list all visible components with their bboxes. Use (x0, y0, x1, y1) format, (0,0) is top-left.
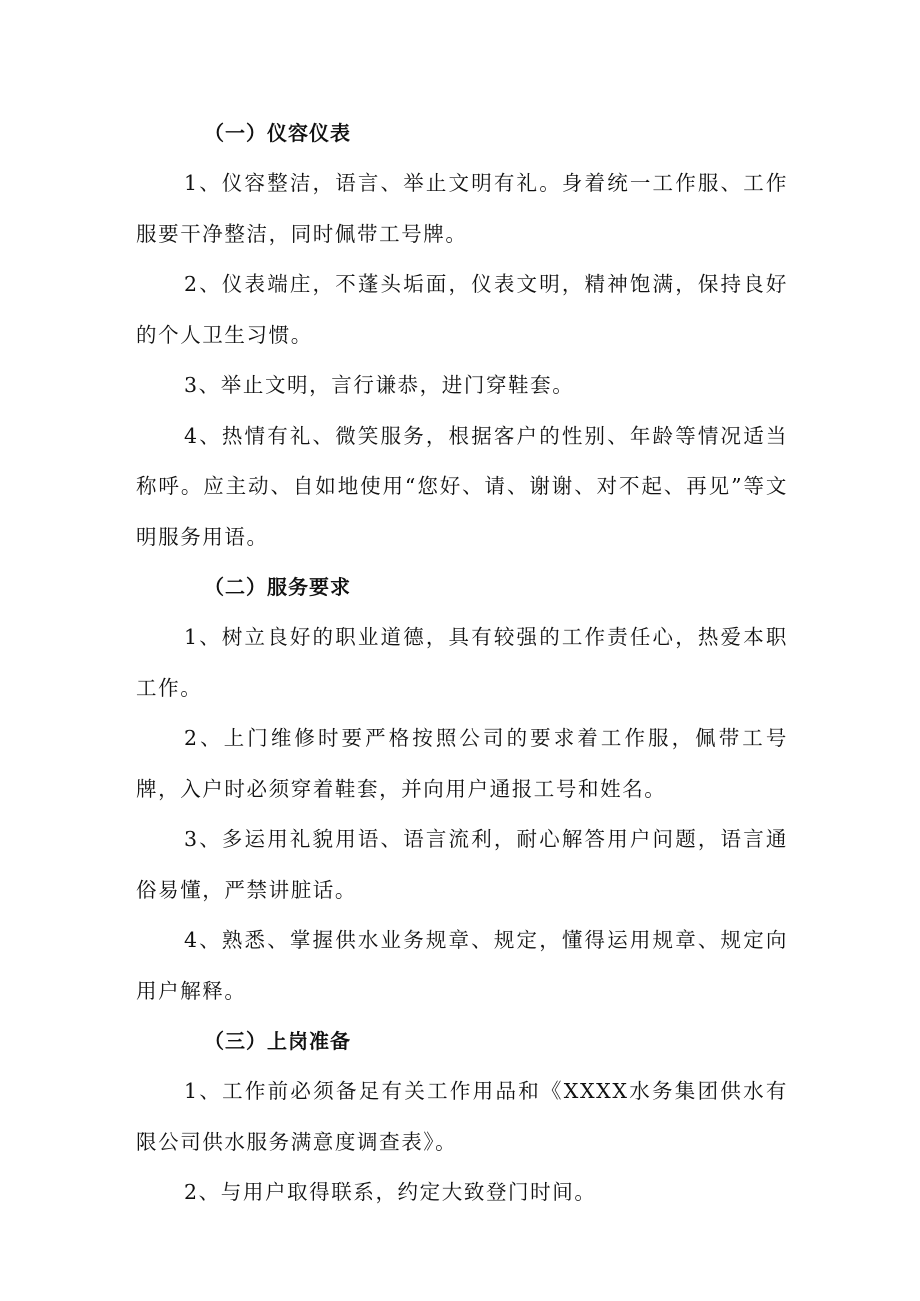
paragraph: 1、仪容整洁，语言、举止文明有礼。身着统一工作服、工作服要干净整洁，同时佩带工号牌。 (136, 171, 788, 246)
paragraph: 4、热情有礼、微笑服务，根据客户的性别、年龄等情况适当称呼。应主动、自如地使用“您好、请、谢谢、对不起、再见”等文明服务用语。 (136, 423, 788, 549)
document-body (136, 108, 788, 1218)
section-heading-service-requirements: （二）服务要求 (204, 575, 351, 599)
paragraph: 1、工作前必须备足有关工作用品和《XXXX水务集团供水有限公司供水服务满意度调查表》。 (136, 1079, 788, 1154)
paragraph: 3、举止文明，言行谦恭，进门穿鞋套。 (184, 373, 575, 397)
paragraph: 3、多运用礼貌用语、语言流利，耐心解答用户问题，语言通俗易懂，严禁讲脏话。 (136, 827, 788, 902)
section-heading-appearance: （一）仪容仪表 (204, 121, 351, 145)
paragraph: 2、仪表端庄，不蓬头垢面，仪表文明，精神饱满，保持良好的个人卫生习惯。 (136, 272, 788, 347)
section-heading-preparation: （三）上岗准备 (204, 1029, 351, 1053)
paragraph: 2、上门维修时要严格按照公司的要求着工作服，佩带工号牌，入户时必须穿着鞋套，并向用户通报工号和姓名。 (136, 726, 788, 801)
paragraph: 2、与用户取得联系，约定大致登门时间。 (184, 1180, 597, 1204)
paragraph: 1、树立良好的职业道德，具有较强的工作责任心，热爱本职工作。 (136, 625, 788, 700)
paragraph: 4、熟悉、掌握供水业务规章、规定，懂得运用规章、规定向用户解释。 (136, 928, 788, 1003)
